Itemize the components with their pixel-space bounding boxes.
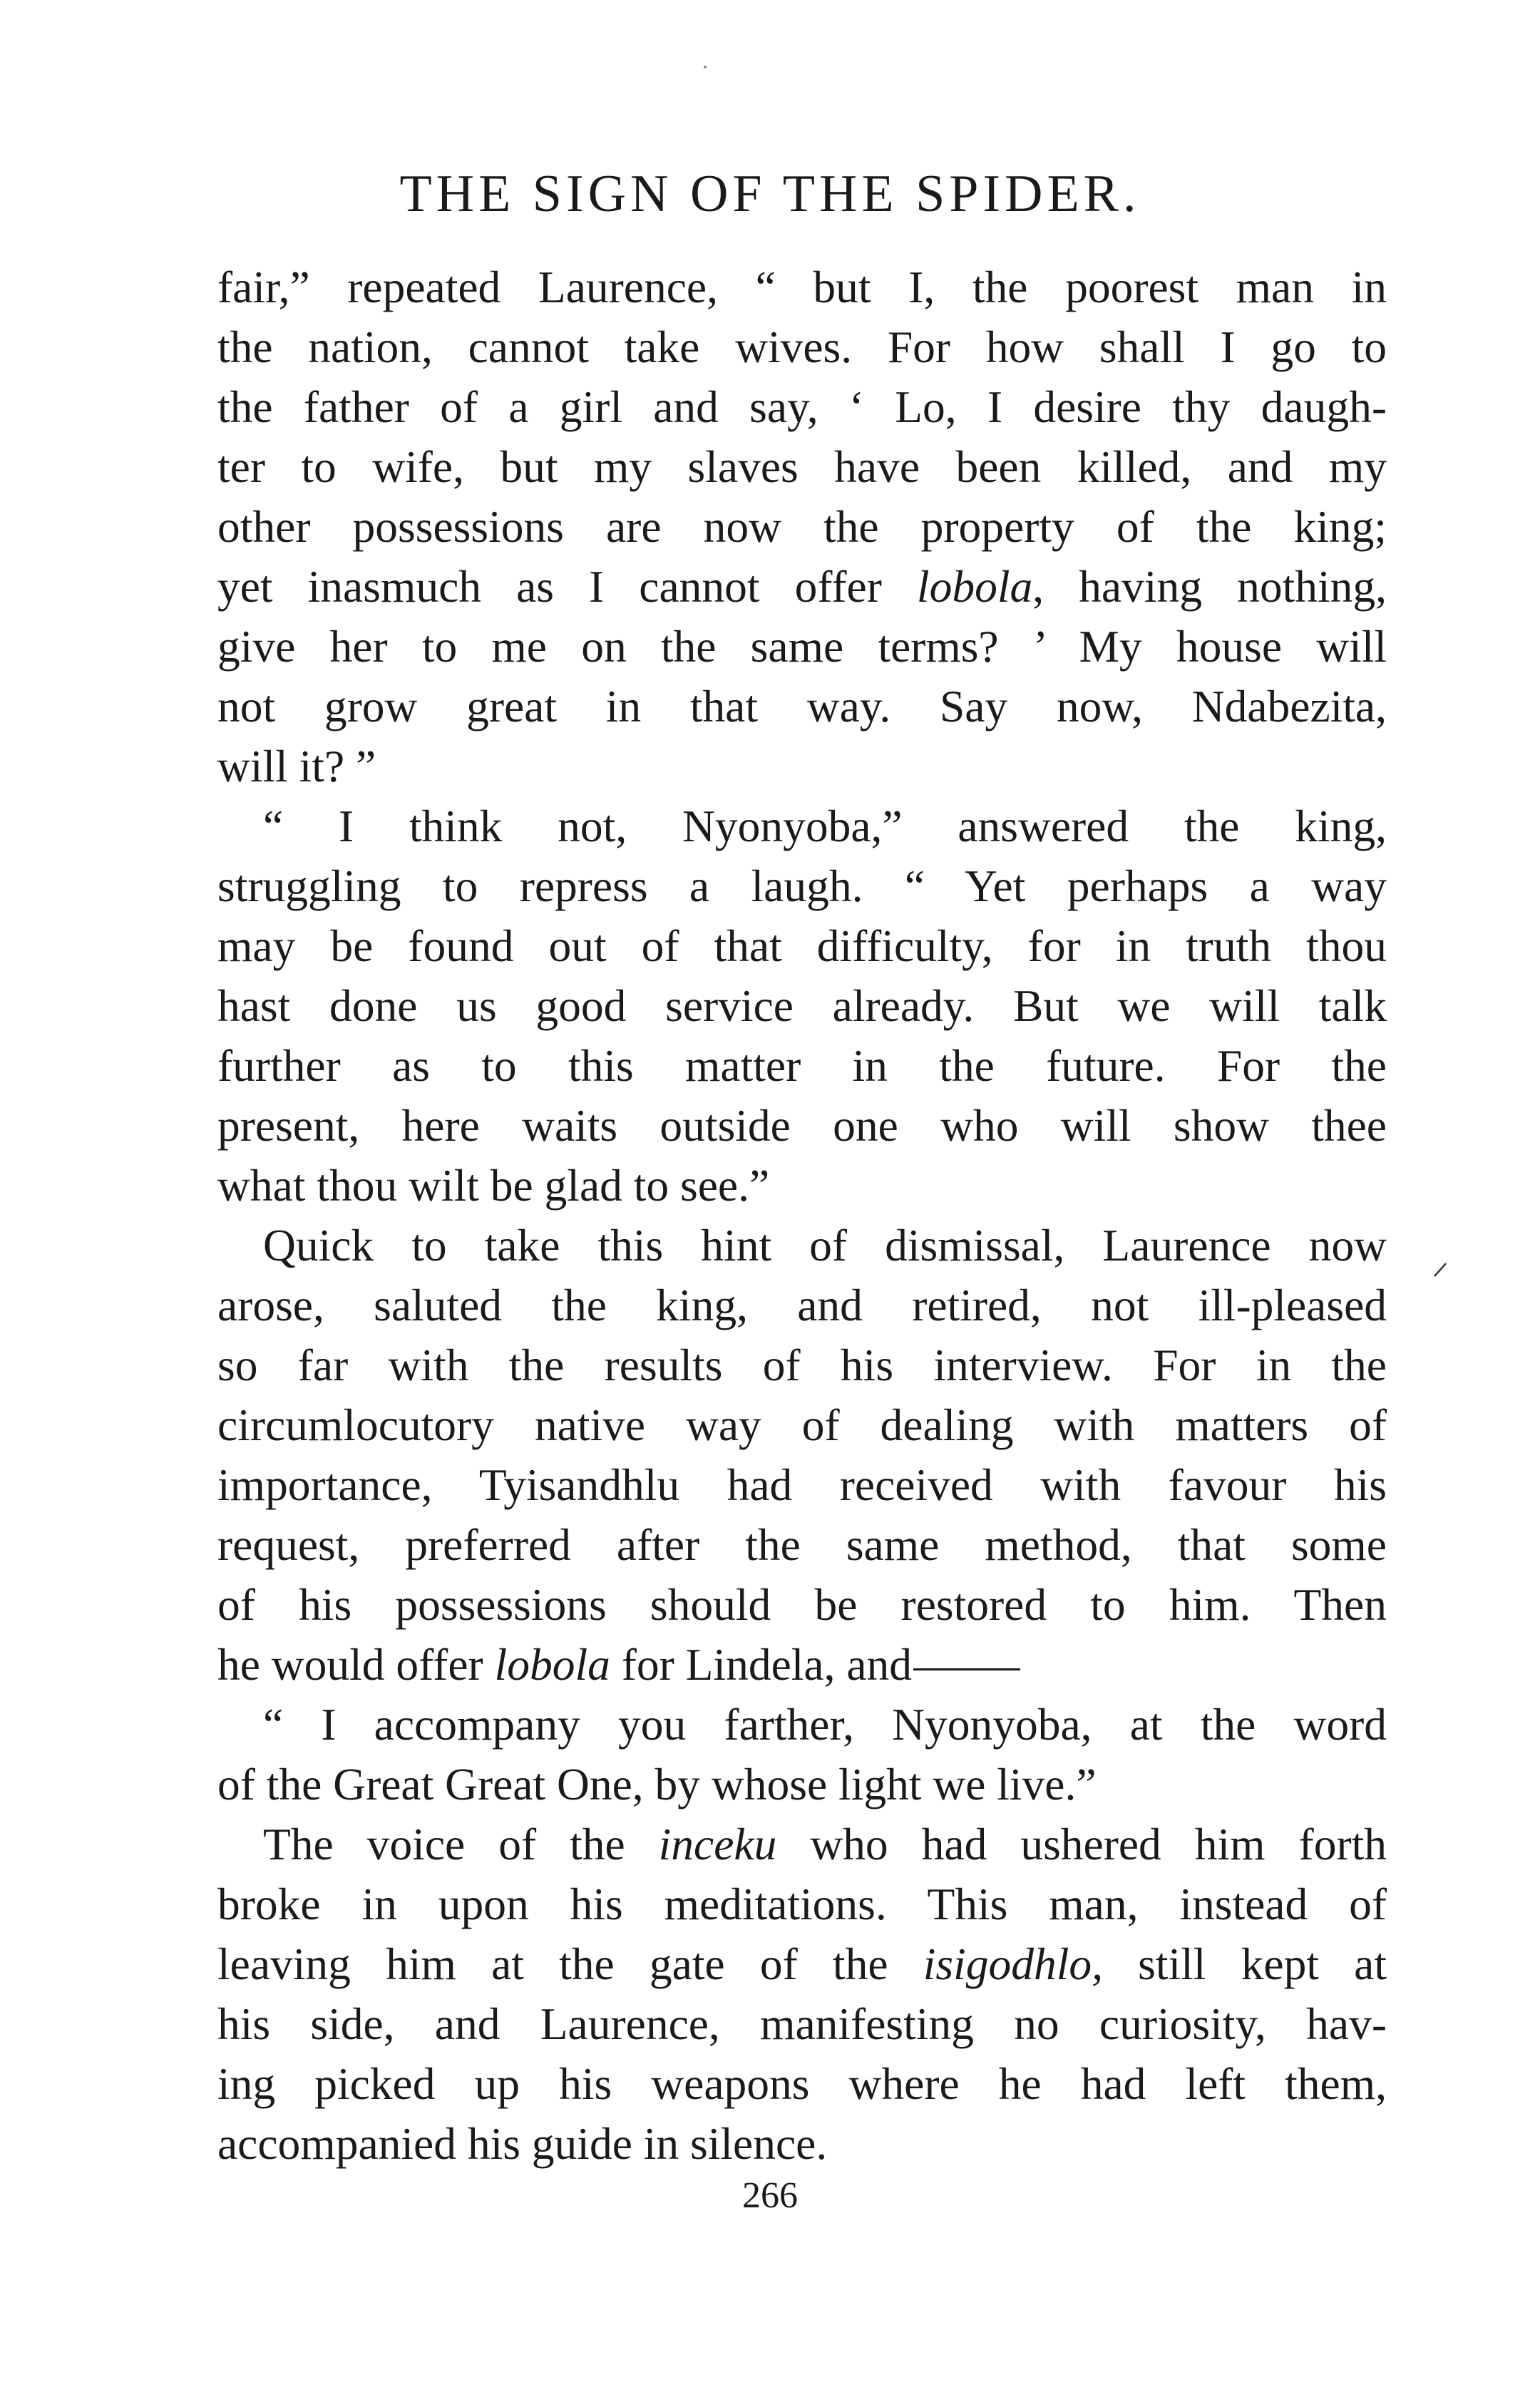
text-line	[217, 1635, 1387, 1695]
text-line	[217, 1814, 1387, 1874]
text-line: accompanied his guide in silence.	[217, 2118, 828, 2169]
italic-term-lobola: lobola	[916, 561, 1033, 612]
text-run: The voice of the	[263, 1819, 659, 1869]
print-speck	[704, 66, 707, 68]
text-line: his side, and Laurence, manifesting no curiosity, hav-	[217, 1998, 1387, 2049]
text-run: he would offer	[217, 1639, 495, 1690]
body-text	[217, 257, 1387, 2174]
paragraph-1	[217, 257, 1387, 796]
text-line: will it? ”	[217, 741, 376, 791]
text-line: may be found out of that difficulty, for in truth thou	[217, 920, 1387, 971]
text-run: who had ushered him forth	[776, 1819, 1387, 1869]
text-line: broke in upon his meditations. This man, instead of	[217, 1879, 1387, 1929]
text-line: further as to this matter in the future. For the	[217, 1040, 1387, 1091]
text-line: “ I accompany you farther, Nyonyoba, at the word	[263, 1699, 1387, 1750]
paragraph-2	[217, 796, 1387, 1216]
text-line: circumlocutory native way of dealing with matters of	[217, 1400, 1387, 1450]
paragraph-5	[217, 1814, 1387, 2174]
pencil-margin-mark	[1433, 1262, 1447, 1278]
text-line: of the Great Great One, by whose light we live.”	[217, 1759, 1097, 1810]
text-run: still kept at	[1102, 1939, 1387, 1989]
text-line: other possessions are now the property of the king;	[217, 501, 1387, 552]
text-line: ter to wife, but my slaves have been killed, and my	[217, 441, 1387, 492]
text-line: the nation, cannot take wives. For how shall I go to	[217, 322, 1387, 372]
em-dash-rule	[913, 1668, 1020, 1670]
text-line: give her to me on the same terms? ’ My house will	[217, 621, 1387, 672]
text-line: request, preferred after the same method, that some	[217, 1519, 1387, 1570]
text-line: “ I think not, Nyonyoba,” answered the king,	[263, 801, 1387, 851]
text-run: leaving him at the gate of the	[217, 1939, 923, 1989]
running-head: THE SIGN OF THE SPIDER.	[399, 165, 1141, 223]
page-number: 266	[742, 2175, 798, 2216]
italic-term-isigodhlo: isigodhlo,	[923, 1939, 1103, 1989]
text-line: what thou wilt be glad to see.”	[217, 1160, 770, 1211]
text-run: for Lindela, and	[610, 1639, 913, 1690]
text-line	[217, 1934, 1387, 1994]
text-run: yet inasmuch as I cannot offer	[217, 561, 917, 612]
text-line: of his possessions should be restored to him. Then	[217, 1579, 1387, 1630]
paragraph-4	[217, 1695, 1387, 1814]
text-line	[217, 557, 1387, 617]
text-line: present, here waits outside one who will show thee	[217, 1100, 1387, 1151]
text-run: , having nothing,	[1032, 561, 1387, 612]
paragraph-3	[217, 1216, 1387, 1695]
text-line: not grow great in that way. Say now, Ndabezita,	[217, 681, 1387, 732]
italic-term-inceku: inceku	[658, 1819, 777, 1869]
text-line: ing picked up his weapons where he had left them,	[217, 2058, 1387, 2109]
italic-term-lobola: lobola	[494, 1639, 610, 1690]
text-line: fair,” repeated Laurence, “ but I, the poorest man in	[217, 262, 1387, 312]
text-line: struggling to repress a laugh. “ Yet perhaps a way	[217, 861, 1387, 911]
text-line: importance, Tyisandhlu had received with favour his	[217, 1459, 1387, 1510]
text-line: hast done us good service already. But we will talk	[217, 980, 1387, 1031]
text-line: Quick to take this hint of dismissal, Laurence now	[263, 1220, 1387, 1271]
text-line: so far with the results of his interview. For in the	[217, 1340, 1387, 1390]
text-line: the father of a girl and say, ‘ Lo, I desire thy daugh-	[217, 381, 1387, 432]
text-line: arose, saluted the king, and retired, not ill-pleased	[217, 1280, 1387, 1330]
